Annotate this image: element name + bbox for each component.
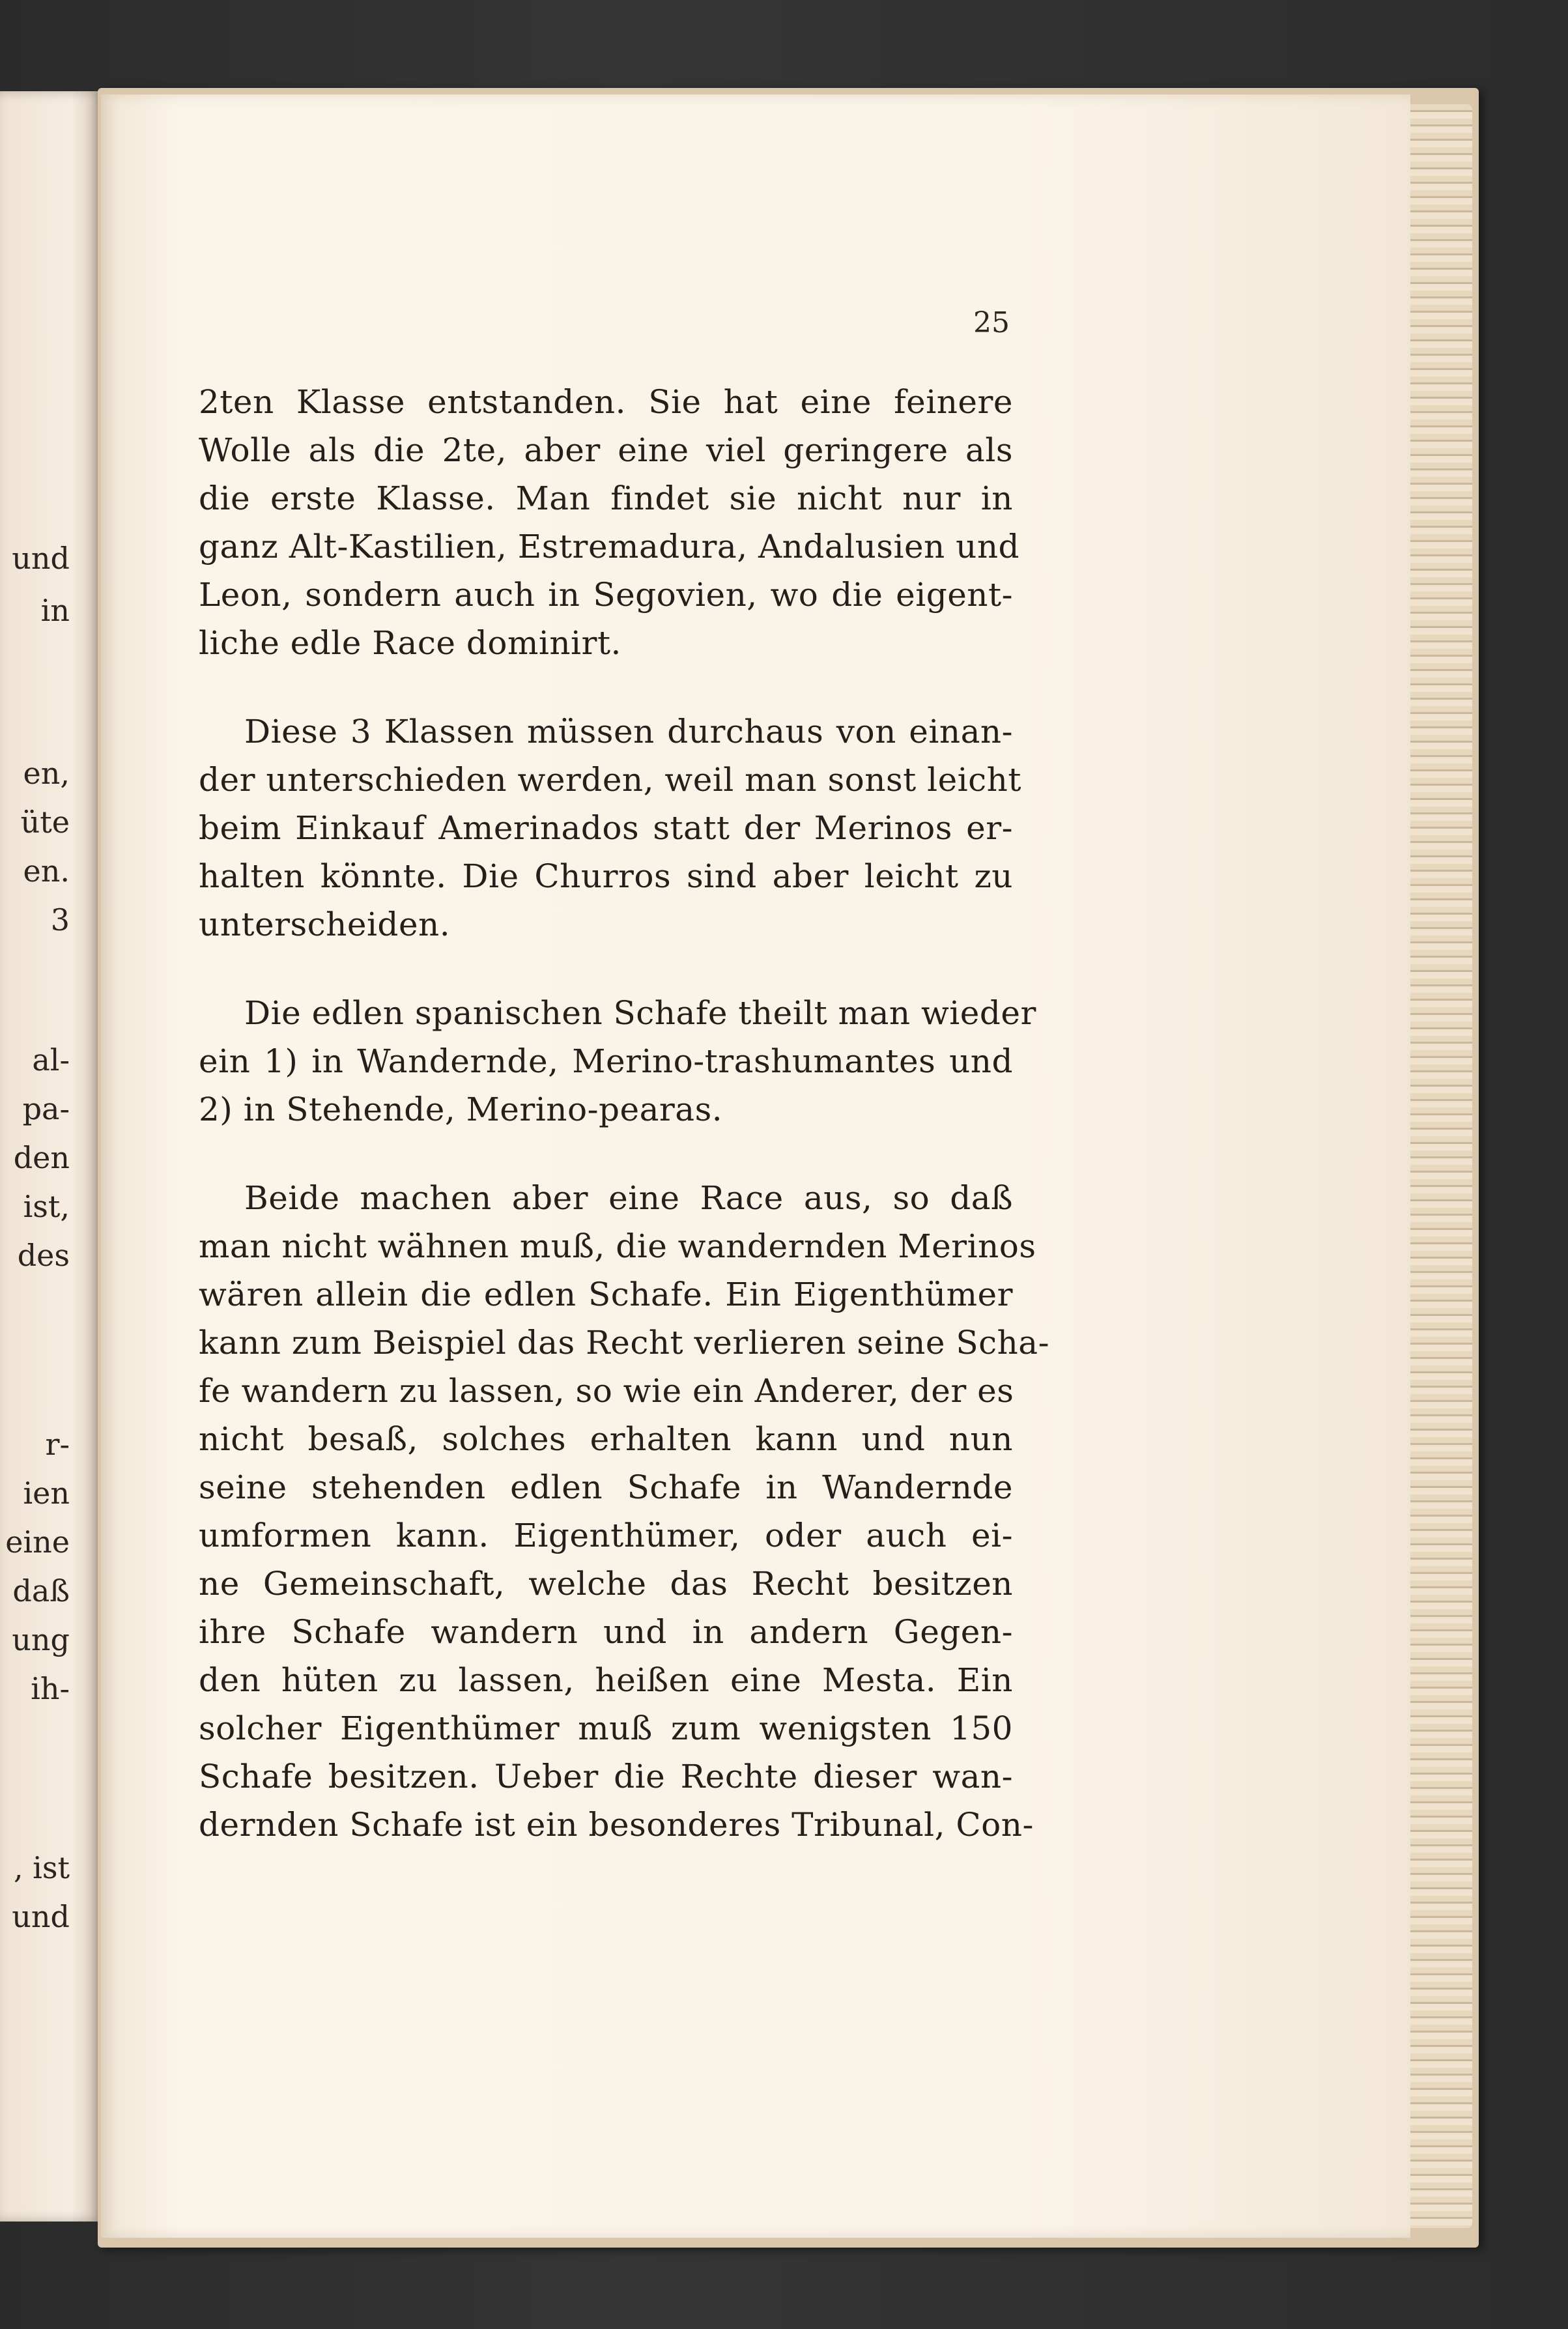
prev-page-fragment: ung [12,1622,70,1657]
text-line: solcher Eigenthümer muß zum wenigsten 150 [199,1709,1013,1747]
prev-page-fragment: den [13,1140,70,1175]
text-line: Leon, sondern auch in Segovien, wo die eigent- [199,576,1013,614]
paragraph [199,378,1020,667]
paragraph [199,989,1036,1134]
prev-page-fragment: , ist [13,1850,70,1885]
prev-page-fragment: in [40,593,70,628]
prev-page-fragment: r- [45,1427,70,1462]
paragraph-gap [199,1134,1013,1174]
paragraph [199,1174,1049,1849]
text-line: der unterschieden werden, weil man sonst leicht [199,761,1021,799]
previous-page-edge [0,91,101,2222]
text-line: Schafe besitzen. Ueber die Rechte dieser wan- [199,1758,1013,1795]
prev-page-fragment: und [12,1899,70,1934]
text-line: die erste Klasse. Man findet sie nicht nur in [199,479,1013,517]
text-line: wären allein die edlen Schafe. Ein Eigenthümer [199,1276,1013,1313]
text-line: den hüten zu lassen, heißen eine Mesta. Ein [199,1661,1013,1699]
text-line: Die edlen spanischen Schafe theilt man wieder [244,994,1036,1032]
prev-page-fragment: ist, [23,1189,70,1224]
prev-page-fragment: des [17,1238,70,1273]
page-text [199,378,1049,1849]
text-line: nicht besaß, solches erhalten kann und nun [199,1420,1013,1458]
paragraph [199,707,1021,949]
prev-page-fragment: al- [32,1042,70,1078]
text-line: ganz Alt-Kastilien, Estremadura, Andalusien und [199,528,1020,565]
prev-page-fragment: ien [23,1476,70,1511]
text-line: seine stehenden edlen Schafe in Wandernde [199,1468,1013,1506]
paragraph-gap [199,949,1013,989]
prev-page-fragment: eine [5,1524,70,1560]
prev-page-fragment: pa- [22,1091,70,1126]
text-line: Beide machen aber eine Race aus, so daß [244,1179,1013,1217]
prev-page-fragment: daß [12,1573,70,1608]
text-line: 2) in Stehende, Merino-pearas. [199,1091,723,1128]
text-line: fe wandern zu lassen, so wie ein Anderer, der es [199,1372,1014,1410]
text-line: Diese 3 Klassen müssen durchaus von einan- [244,713,1013,750]
text-line: dernden Schafe ist ein besonderes Tribunal, Con- [199,1806,1034,1844]
text-line: liche edle Race dominirt. [199,624,621,662]
prev-page-fragment: und [12,541,70,576]
text-line: ein 1) in Wandernde, Merino-trashumantes und [199,1042,1013,1080]
text-line: 2ten Klasse entstanden. Sie hat eine feinere [199,383,1013,421]
page-number: 25 [973,306,1010,339]
text-line: Wolle als die 2te, aber eine viel geringere als [199,431,1013,469]
prev-page-fragment: en, [23,756,70,791]
text-line: halten könnte. Die Churros sind aber leicht zu [199,857,1013,895]
text-line: ne Gemeinschaft, welche das Recht besitzen [199,1565,1013,1603]
prev-page-fragment: üte [20,805,70,840]
prev-page-fragment: ih- [31,1671,70,1706]
text-line: man nicht wähnen muß, die wandernden Merinos [199,1227,1036,1265]
text-line: ihre Schafe wandern und in andern Gegen- [199,1613,1013,1651]
text-line: beim Einkauf Amerinados statt der Merinos er- [199,809,1013,847]
prev-page-fragment: 3 [50,902,70,937]
text-line: kann zum Beispiel das Recht verlieren seine Scha- [199,1324,1049,1362]
text-line: umformen kann. Eigenthümer, oder auch ei- [199,1517,1013,1554]
prev-page-fragment: en. [23,853,70,889]
paragraph-gap [199,667,1013,707]
text-line: unterscheiden. [199,906,451,943]
